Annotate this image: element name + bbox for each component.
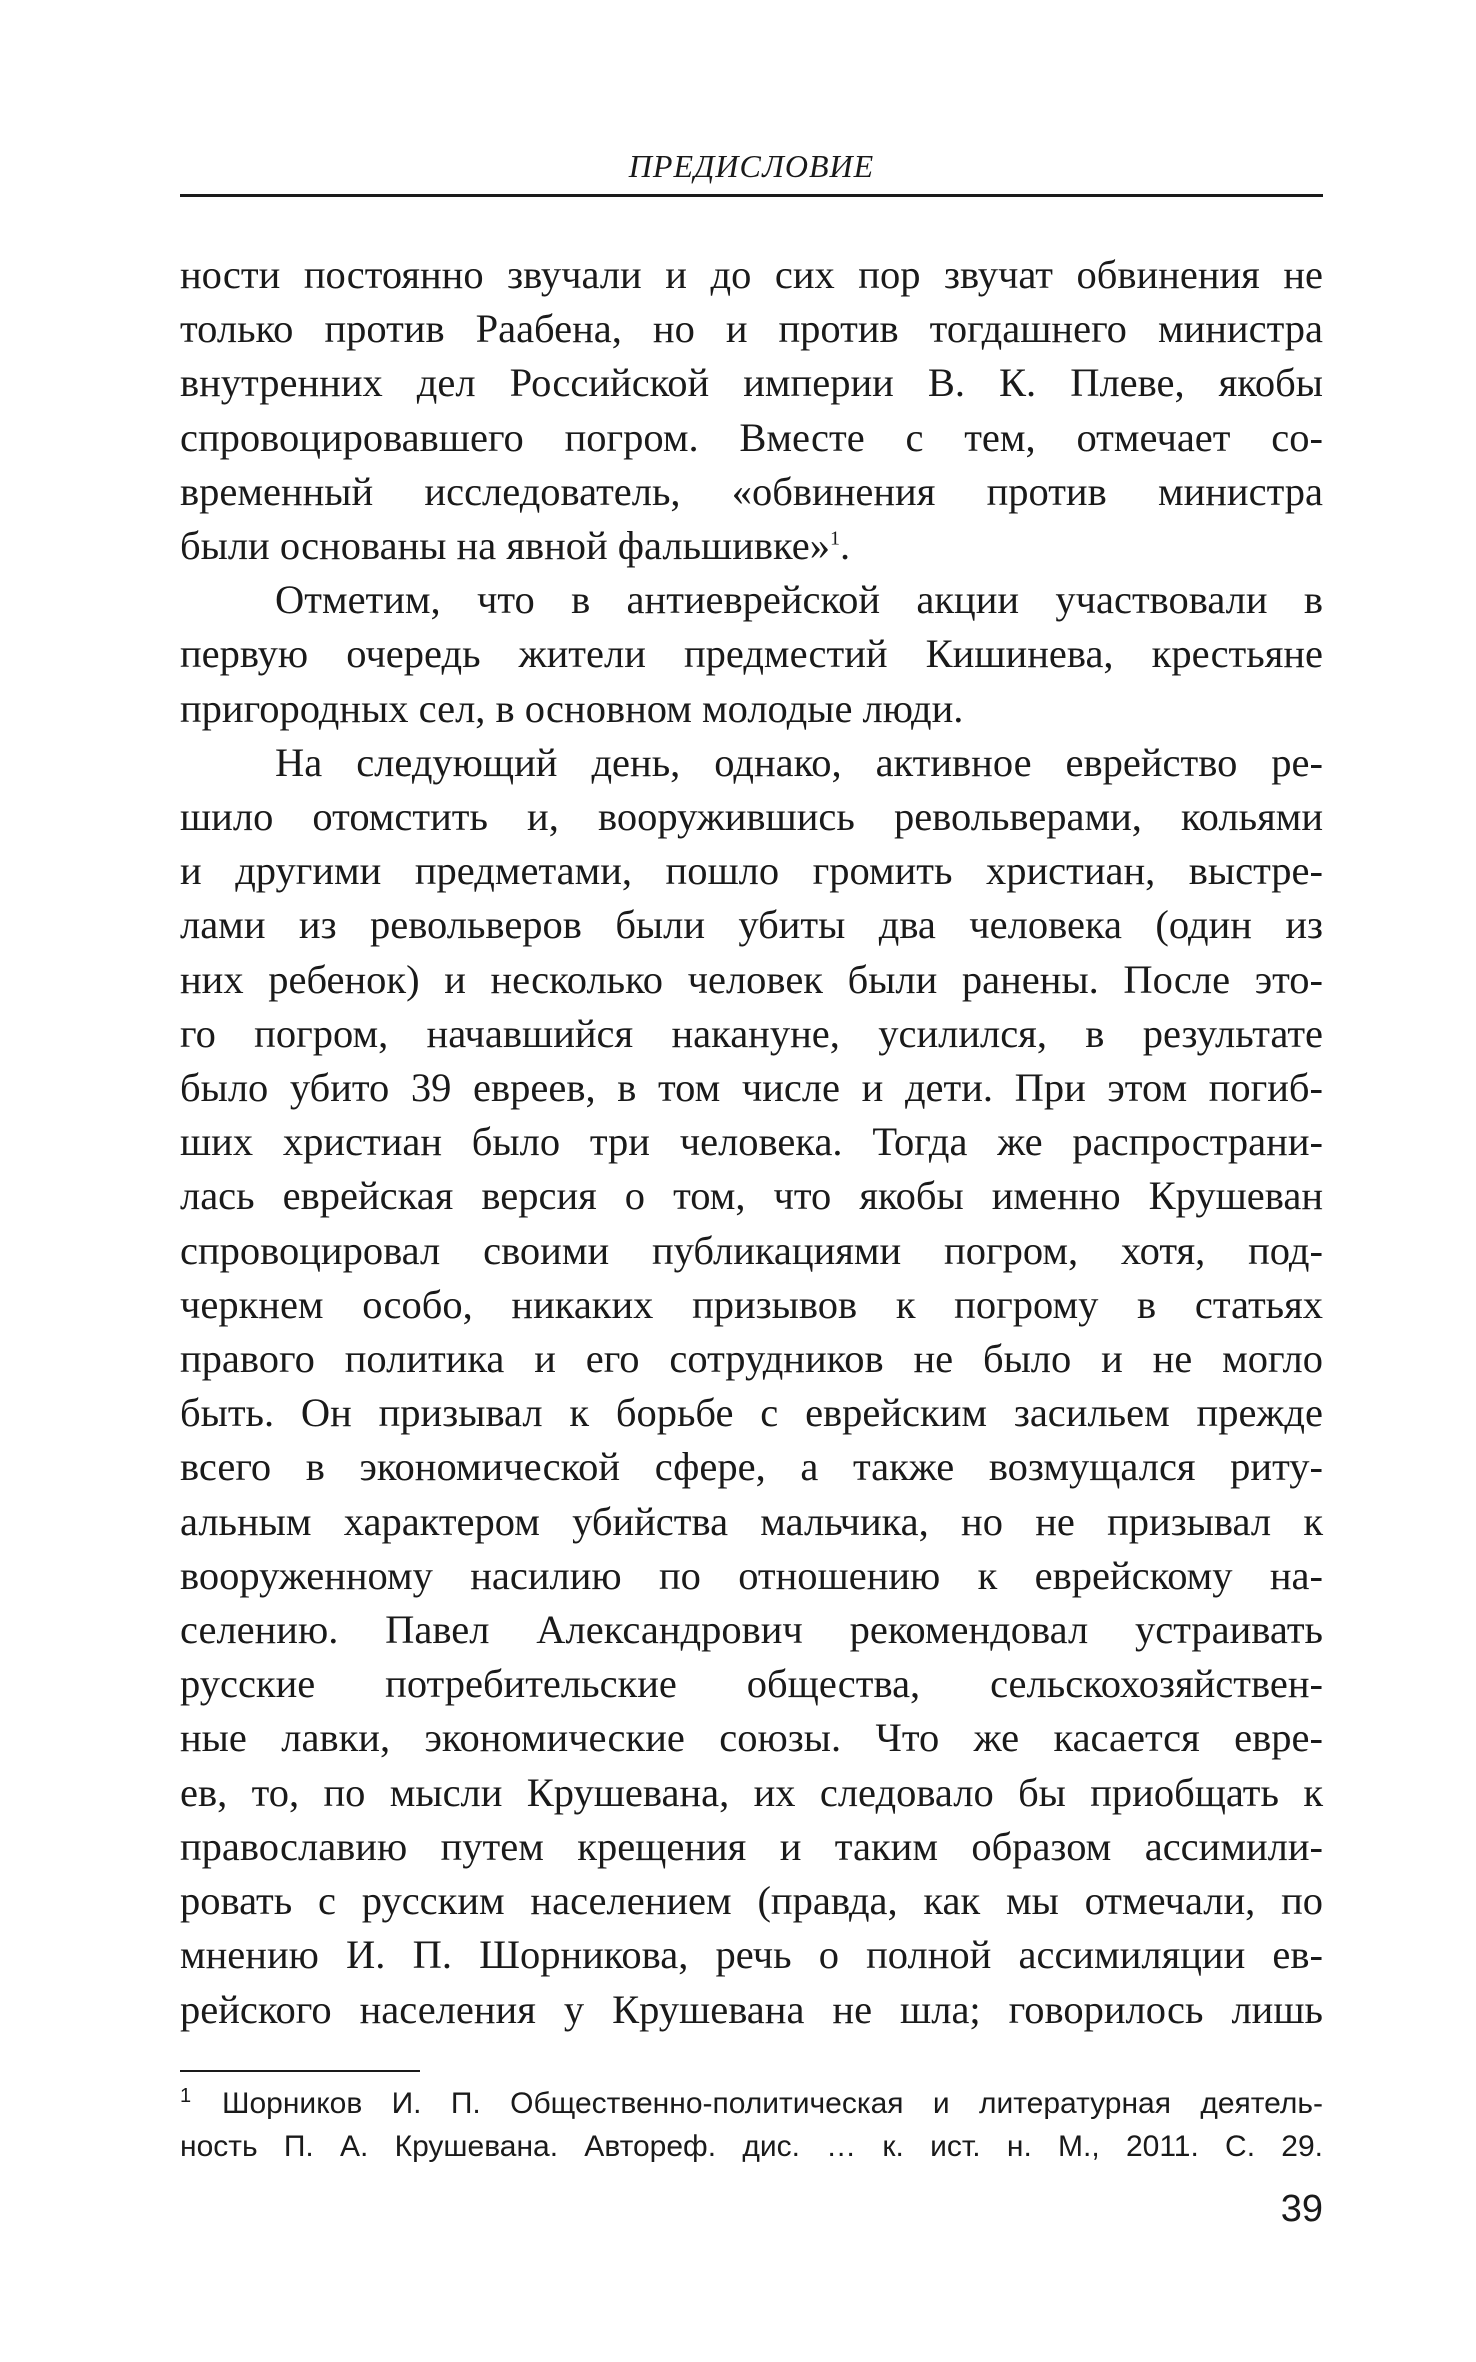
text-line: шило отомстить и, вооружившись револьверами, кольями <box>180 794 1323 840</box>
text-line: черкнем особо, никаких призывов к погрому в статьях <box>180 1281 1323 1327</box>
text-line: и другими предметами, пошло громить христиан, выстре- <box>180 848 1323 894</box>
text-line: ших христиан было три человека. Тогда же распространи- <box>180 1119 1323 1165</box>
footnote-rule <box>180 2070 420 2072</box>
text-line: ности постоянно звучали и до сих пор звучат обвинения не <box>180 252 1323 297</box>
text-line: спровоцировал своими публикациями погром, хотя, под- <box>180 1227 1323 1273</box>
text-line: православию путем крещения и таким образом ассимили- <box>180 1823 1323 1869</box>
text-line: лась еврейская версия о том, что якобы именно Крушеван <box>180 1173 1323 1219</box>
footnote <box>180 2082 1323 2168</box>
text-line: внутренних дел Российской империи В. К. Плеве, якобы <box>180 360 1323 406</box>
footnote-line: ность П. А. Крушевана. Автореф. дис. … к. ист. н. М., 2011. С. 29. <box>180 2130 1323 2163</box>
text-line-with-footnote-ref <box>180 519 1323 573</box>
text-line: них ребенок) и несколько человек были ранены. После это- <box>180 956 1323 1002</box>
text-line: всего в экономической сфере, а также возмущался риту- <box>180 1444 1323 1490</box>
text-line: спровоцировавшего погром. Вместе с тем, отмечает со- <box>180 414 1323 460</box>
text-line: рейского населения у Крушевана не шла; говорилось лишь <box>180 1986 1323 2032</box>
text-line: селению. Павел Александрович рекомендовал устраивать <box>180 1607 1323 1653</box>
text-line: ев, то, по мысли Крушевана, их следовало бы приобщать к <box>180 1769 1323 1815</box>
running-head: ПРЕДИСЛОВИЕ <box>628 148 875 184</box>
text-line: вооруженному насилию по отношению к еврейскому на- <box>180 1552 1323 1598</box>
text-fragment: . <box>839 523 851 569</box>
text-line: только против Раабена, но и против тогдашнего министра <box>180 306 1323 352</box>
text-line: лами из револьверов были убиты два человека (один из <box>180 902 1323 948</box>
text-line: ровать с русским населением (правда, как мы отмечали, по <box>180 1878 1323 1924</box>
footnote-reference[interactable]: 1 <box>829 527 840 550</box>
footnote-line: 1 Шорников И. П. Общественно-политическая и литературная деятель- <box>180 2085 1323 2120</box>
text-line: го погром, начавшийся накануне, усилился, в результате <box>180 1010 1323 1056</box>
header-rule <box>180 194 1323 197</box>
text-line: пригородных сел, в основном молодые люди. <box>180 685 964 731</box>
text-line: было убито 39 евреев, в том числе и дети. При этом погиб- <box>180 1065 1323 1111</box>
text-line: быть. Он призывал к борьбе с еврейским засильем прежде <box>180 1390 1323 1436</box>
text-line: русские потребительские общества, сельскохозяйствен- <box>180 1661 1323 1707</box>
footnote-text: Шорников И. П. Общественно-политическая и литературная деятель- <box>222 2087 1323 2120</box>
text-line: ные лавки, экономические союзы. Что же касается евре- <box>180 1715 1323 1761</box>
text-line: мнению И. П. Шорникова, речь о полной ассимиляции ев- <box>180 1932 1323 1978</box>
text-line: На следующий день, однако, активное еврейство ре- <box>275 739 1323 785</box>
text-fragment: были основаны на явной фальшивке» <box>180 523 830 569</box>
page-number: 39 <box>1280 2188 1323 2230</box>
text-line: правого политика и его сотрудников не было и не могло <box>180 1336 1323 1382</box>
text-line: Отметим, что в антиеврейской акции участвовали в <box>275 577 1323 623</box>
text-line: первую очередь жители предместий Кишинева, крестьяне <box>180 631 1323 677</box>
text-line: альным характером убийства мальчика, но не призывал к <box>180 1498 1323 1544</box>
body-text <box>180 248 1323 2037</box>
text-line: временный исследователь, «обвинения против министра <box>180 468 1323 514</box>
